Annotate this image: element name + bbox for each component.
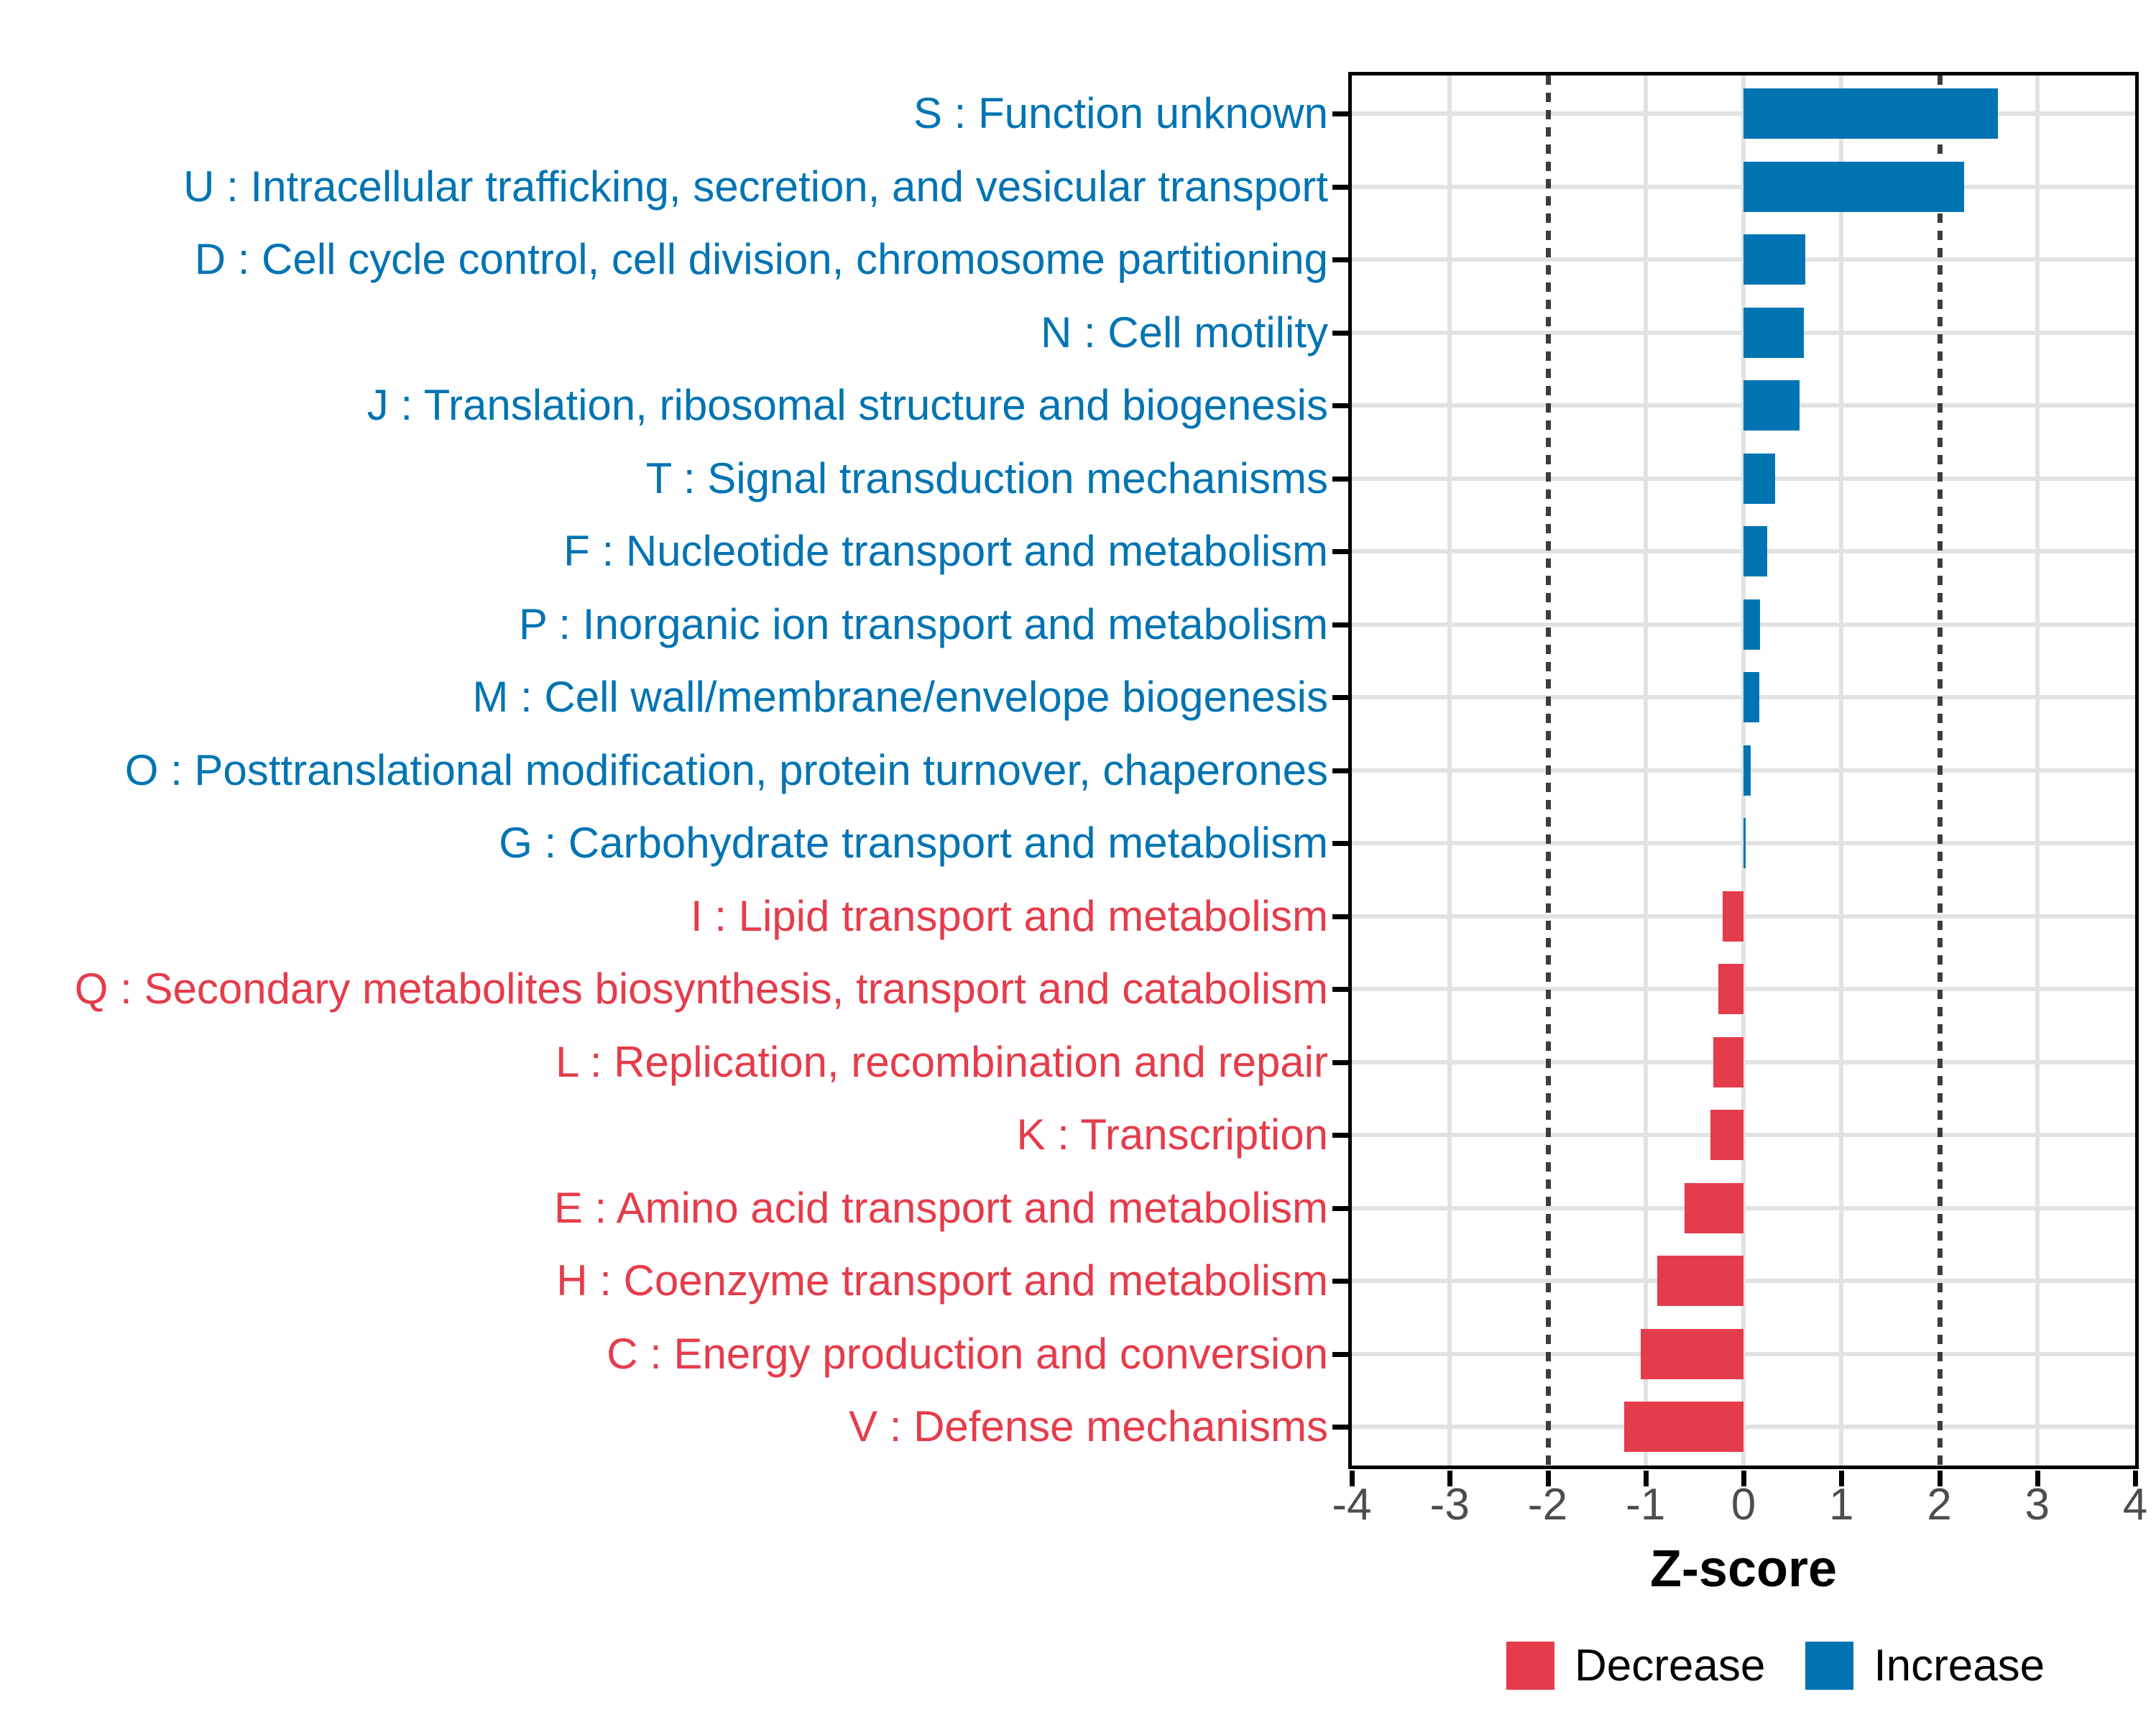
x-tick-label: 0 (1731, 1480, 1756, 1530)
x-tick-label: 1 (1829, 1480, 1854, 1530)
y-tick-mark (1332, 111, 1348, 116)
bar-p (1743, 599, 1760, 650)
x-tick-label: -4 (1332, 1480, 1372, 1530)
category-label: O : Posttranslational modification, protein turnover, chaperones (124, 745, 1328, 794)
bar-u (1743, 162, 1964, 212)
category-label: I : Lipid transport and metabolism (690, 891, 1328, 940)
category-label: P : Inorganic ion transport and metabolism (518, 599, 1328, 648)
category-label: M : Cell wall/membrane/envelope biogenesis (472, 673, 1328, 721)
category-label: F : Nucleotide transport and metabolism (563, 527, 1328, 575)
category-label: L : Replication, recombination and repair (555, 1037, 1328, 1086)
gridline-horizontal (1352, 1133, 2135, 1137)
y-tick-mark (1332, 1425, 1348, 1430)
gridline-horizontal (1352, 1425, 2135, 1429)
bar-m (1743, 672, 1759, 722)
gridline-horizontal (1352, 987, 2135, 991)
x-tick-label: 3 (2024, 1480, 2050, 1530)
bar-g (1743, 818, 1746, 868)
y-tick-mark (1332, 331, 1348, 336)
gridline-horizontal (1352, 914, 2135, 919)
x-tick-label: -3 (1429, 1480, 1470, 1530)
x-tick-label: 4 (2122, 1480, 2148, 1530)
category-label: K : Transcription (1016, 1110, 1328, 1159)
bar-d (1743, 234, 1805, 285)
category-label: H : Coenzyme transport and metabolism (556, 1256, 1328, 1305)
bar-j (1743, 380, 1800, 431)
y-tick-mark (1332, 622, 1348, 627)
category-label: N : Cell motility (1040, 308, 1328, 356)
reference-line (1546, 75, 1551, 1466)
legend-label-decrease: Decrease (1575, 1641, 1766, 1690)
y-tick-mark (1332, 695, 1348, 700)
bar-f (1743, 526, 1767, 576)
bar-e (1685, 1183, 1743, 1233)
y-tick-mark (1332, 841, 1348, 846)
bar-s (1743, 88, 1998, 139)
y-tick-mark (1332, 1133, 1348, 1138)
x-tick-label: 2 (1927, 1480, 1952, 1530)
bar-i (1723, 891, 1743, 942)
category-label: G : Carbohydrate transport and metabolism (499, 819, 1328, 867)
bar-n (1743, 308, 1804, 358)
plot-panel (1348, 72, 2139, 1469)
x-axis-title: Z-score (1649, 1540, 1838, 1598)
legend-key-increase (1805, 1642, 1853, 1690)
category-label: J : Translation, ribosomal structure and biogenesis (367, 381, 1328, 429)
bar-q (1718, 964, 1743, 1014)
y-tick-mark (1332, 477, 1348, 482)
legend-label-increase: Increase (1874, 1641, 2045, 1690)
y-tick-mark (1332, 549, 1348, 554)
category-label: U : Intracellular trafficking, secretion, and vesicular transport (183, 162, 1328, 211)
category-label: E : Amino acid transport and metabolism (553, 1183, 1328, 1232)
category-label: S : Function unknown (913, 89, 1328, 137)
bar-h (1657, 1256, 1743, 1306)
bar-l (1713, 1037, 1743, 1087)
category-label: V : Defense mechanisms (849, 1402, 1328, 1450)
legend-key-decrease (1506, 1642, 1554, 1690)
category-label: C : Energy production and conversion (607, 1329, 1328, 1378)
y-tick-mark (1332, 1279, 1348, 1284)
x-tick-label: -1 (1626, 1480, 1666, 1530)
y-tick-mark (1332, 987, 1348, 992)
bar-v (1624, 1402, 1743, 1452)
gridline-horizontal (1352, 1060, 2135, 1064)
reference-line (1938, 75, 1943, 1466)
y-tick-mark (1332, 257, 1348, 262)
category-label: D : Cell cycle control, cell division, chromosome partitioning (194, 235, 1328, 283)
x-tick-label: -2 (1527, 1480, 1568, 1530)
category-label: Q : Secondary metabolites biosynthesis, transport and catabolism (74, 965, 1328, 1013)
gridline-horizontal (1352, 1352, 2135, 1356)
bar-o (1743, 745, 1751, 796)
gridline-horizontal (1352, 1206, 2135, 1210)
bar-c (1641, 1329, 1743, 1379)
y-tick-mark (1332, 185, 1348, 190)
y-tick-mark (1332, 403, 1348, 408)
y-tick-mark (1332, 1060, 1348, 1065)
legend (1506, 1640, 2045, 1691)
bar-k (1710, 1110, 1743, 1160)
category-label: T : Signal transduction mechanisms (645, 454, 1328, 502)
y-tick-mark (1332, 1206, 1348, 1211)
y-tick-mark (1332, 768, 1348, 773)
bar-t (1743, 454, 1775, 504)
gridline-horizontal (1352, 1279, 2135, 1283)
y-tick-mark (1332, 914, 1348, 919)
y-tick-mark (1332, 1352, 1348, 1357)
